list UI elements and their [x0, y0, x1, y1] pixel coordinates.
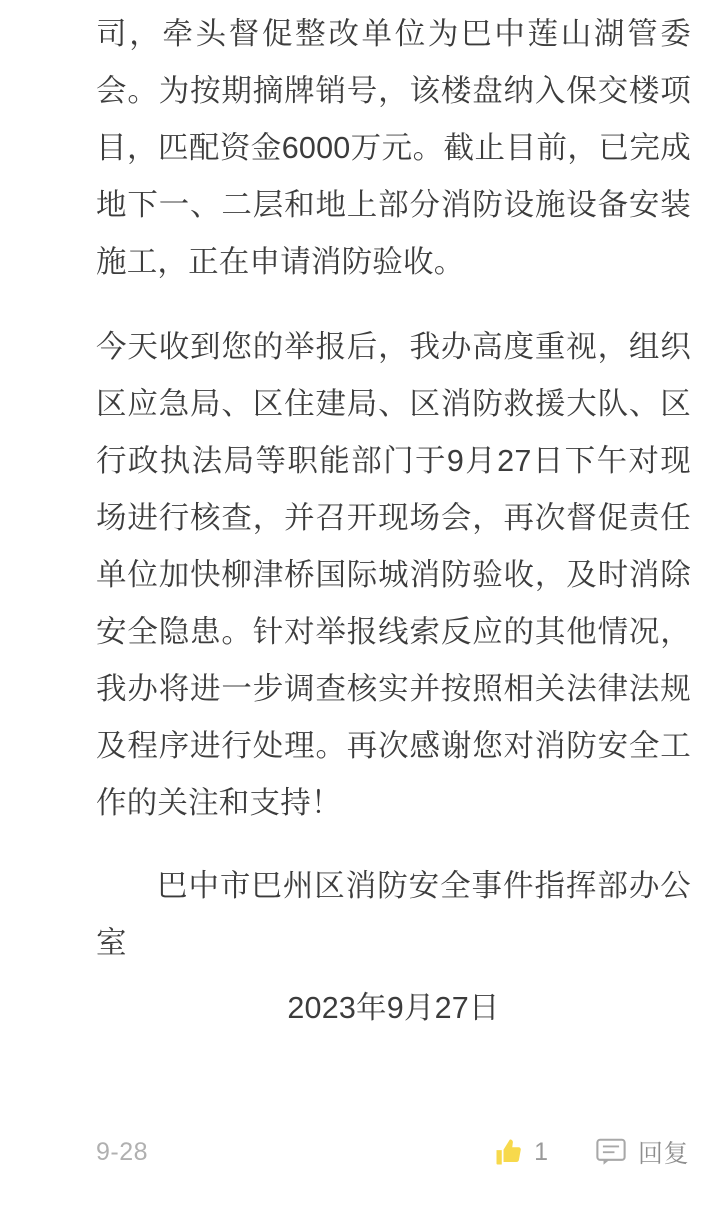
article-paragraph-2: 今天收到您的举报后，我办高度重视，组织区应急局、区住建局、区消防救援大队、区行政执法局等职能部门于9月27日下午对现场进行核查，并召开现场会，再次督促责任单位加快柳津桥国际城消防验收，及时消除安全隐患。针对举报线索反应的其他情况，我办将进一步调查核实并按照相关法律法规及程序进行处理。再次感谢您对消防安全工作的关注和支持！ — [96, 330, 691, 820]
article-date: 2023年9月27日 — [287, 991, 500, 1025]
like-count: 1 — [534, 1137, 548, 1166]
article-signature: 巴中市巴州区消防安全事件指挥部办公室 — [96, 869, 691, 960]
comment-footer — [62, 1130, 719, 1174]
thumbs-up-icon[interactable] — [494, 1137, 524, 1167]
bottom-bar — [0, 1212, 719, 1220]
reply-label: 回复 — [637, 1140, 689, 1168]
comment-icon[interactable] — [596, 1138, 626, 1166]
left-margin-strip — [0, 0, 62, 1220]
article-paragraph-1: 司，牵头督促整改单位为巴中莲山湖管委会。为按期摘牌销号，该楼盘纳入保交楼项目，匹配资金6000万元。截止目前，已完成地下一、二层和地上部分消防设施设备安装施工，正在申请消防验收。 — [96, 17, 691, 279]
reply-button[interactable] — [596, 1134, 689, 1170]
like-button[interactable] — [494, 1137, 548, 1167]
post-date: 9-28 — [96, 1137, 149, 1166]
article-content — [62, 0, 719, 1220]
